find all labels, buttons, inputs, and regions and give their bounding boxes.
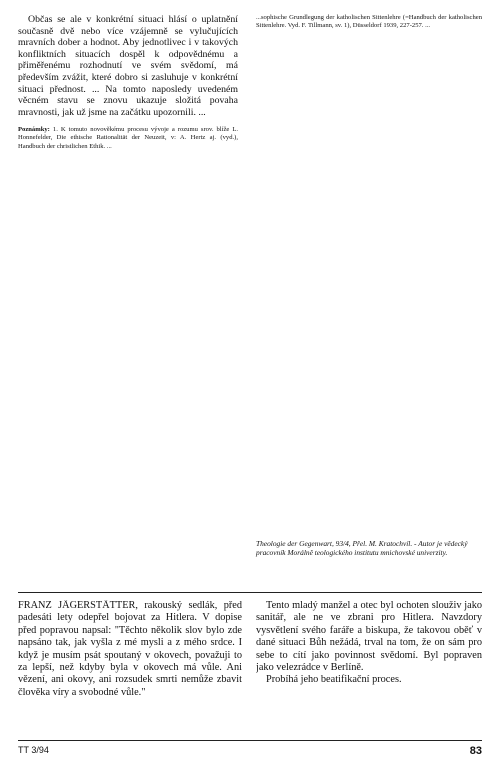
page-number: 83 [469,745,482,757]
notes-heading: Poznámky: [18,126,50,134]
box-top-rule [18,592,482,593]
article-main-text: Občas se ale v konkrétní situaci hlásí o uplatnění současně dvě nebo více vzájemně se vylučujících mravních dober a hodnot. Aby jednotlivec i v takových konfliktních situacích dospěl k odpovědnému a přiměřenému rozhodnutí ve svém svědomí, má především zvážit, které dobro si zasluhuje v konkrétní situaci přednost. ... Na tomto naposledy uvedeném věcném stavu se znovu ukazuje složitá povaha mravnosti, jak už jsme na začátku upozornili. ... [18,14,238,118]
notes-left-text: 1. K tomuto novověkému procesu vývoje a rozumu srov. blíže L. Honnefelder, Die ethische Rationalität der Neuzeit, v: A. Hertz aj. (vyd.), Handbuch der christlichen Ethik. ... [18,126,238,150]
box-left-column [18,600,242,728]
right-column [256,14,482,534]
left-column [18,14,238,484]
source-caption: Theologie der Gegenwart, 93/4, Přel. M. Kratochvíl. - Autor je vědecký pracovník Morálně teologického institutu mnichovské univerzity. [256,539,468,557]
box-left-text: FRANZ JÄGERSTÄTTER, rakouský sedlák, před padesáti lety odepřel bojovat za Hitlera. V dopise před popravou napsal: "Těchto několik slov bylo zde napsáno tak, jak vyšla z mé mysli a z mého srdce. I když je musím psát spoutaný v okovech, považuji to za lepší, než kdyby byla v okovech má vůle. Ani vězení, ani okovy, ani rozsudek smrti nemůže zbavit člověka víry a svobodné vůle." [18,600,242,698]
issue-label: TT 3/94 [18,745,49,755]
notes-right-text: ...sophische Grundlegung der katholischen Sittenlehre (=Handbuch der katholischen Sittenlehre. Vyd. F. Tillmann, sv. 1), Düsseldorf 1939, 227-257. ... [256,14,482,30]
box-right-column [256,600,482,728]
footer-rule [18,740,482,741]
notes-left [18,126,238,150]
box-right-text: Tento mladý manžel a otec byl ochoten slouživ jako sanitář, ale ne ve zbrani pro Hitlera. Navzdory vysvětlení svého faráře a biskupa, že takovou oběť v dané situaci Bůh nežádá, trval na tom, že on sám pro sebe to cítí jako povinnost svědomí. Byl popraven jako velezrádce v Berlíně. [256,600,482,674]
box-right-closing: Probíhá jeho beatifikační proces. [266,674,402,686]
